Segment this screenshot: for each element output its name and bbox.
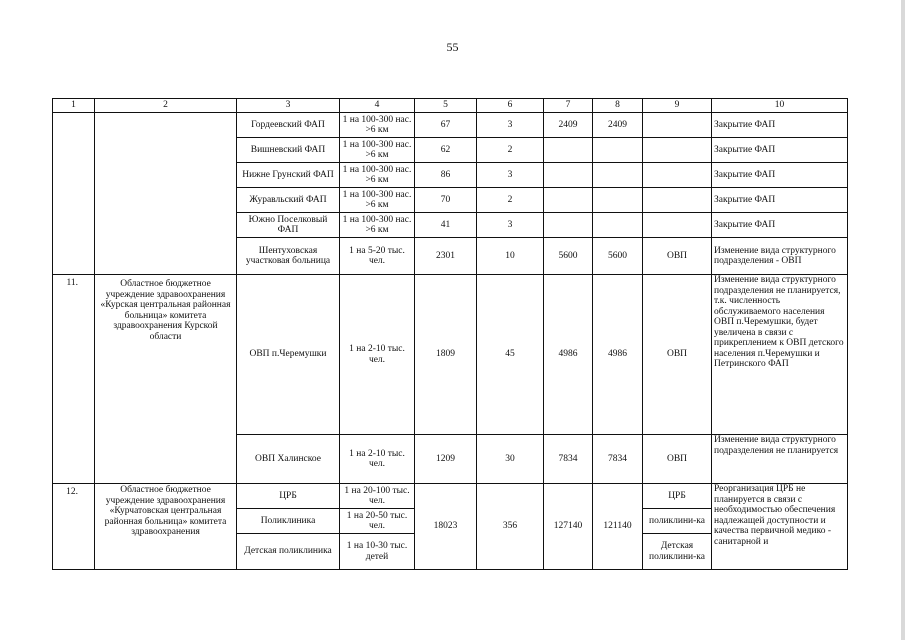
value-9: Детская поликлини-ка: [643, 534, 712, 570]
value-9: [643, 113, 712, 138]
value-9: [643, 163, 712, 188]
value-5: 1809: [415, 275, 477, 435]
value-7: 7834: [544, 435, 593, 484]
value-7: [544, 163, 593, 188]
value-7: 2409: [544, 113, 593, 138]
value-8: 4986: [593, 275, 643, 435]
value-6: 2: [477, 188, 544, 213]
header-cell: 9: [643, 99, 712, 113]
value-6: 356: [477, 484, 544, 570]
norm: 1 на 100-300 нас. >6 км: [340, 113, 415, 138]
value-9: ОВП: [643, 435, 712, 484]
value-9: [643, 213, 712, 238]
action: Изменение вида структурного подразделения - ОВП: [712, 238, 848, 275]
empty-org-cell: [95, 113, 237, 275]
norm: 1 на 100-300 нас. >6 км: [340, 213, 415, 238]
value-6: 10: [477, 238, 544, 275]
facility-name: ОВП Халинское: [237, 435, 340, 484]
value-7: 127140: [544, 484, 593, 570]
value-8: [593, 213, 643, 238]
value-6: 3: [477, 163, 544, 188]
value-7: [544, 188, 593, 213]
value-8: [593, 163, 643, 188]
header-cell: 5: [415, 99, 477, 113]
norm: 1 на 10-30 тыс. детей: [340, 534, 415, 570]
facility-name: Журавльский ФАП: [237, 188, 340, 213]
value-5: 86: [415, 163, 477, 188]
value-5: 62: [415, 138, 477, 163]
value-5: 2301: [415, 238, 477, 275]
action: Изменение вида структурного подразделения не планируется, т.к. численность обслуживаемого населения ОВП п.Черемушки, будет увеличена в связи с прикреплением к ОВП детского населения п.Черемушки и Петринского ФАП: [712, 275, 848, 435]
value-5: 1209: [415, 435, 477, 484]
value-6: 3: [477, 113, 544, 138]
value-6: 45: [477, 275, 544, 435]
norm: 1 на 2-10 тыс. чел.: [340, 275, 415, 435]
value-5: 18023: [415, 484, 477, 570]
value-8: 2409: [593, 113, 643, 138]
regional-health-table: [52, 98, 848, 570]
action: Закрытие ФАП: [712, 213, 848, 238]
value-7: 4986: [544, 275, 593, 435]
value-7: 5600: [544, 238, 593, 275]
action: Закрытие ФАП: [712, 188, 848, 213]
facility-name: Гордеевский ФАП: [237, 113, 340, 138]
header-cell: 7: [544, 99, 593, 113]
organization-name: Областное бюджетное учреждение здравоохранения «Курчатовская центральная районная больница» комитета здравоохранения: [95, 484, 237, 570]
facility-name: ОВП п.Черемушки: [237, 275, 340, 435]
value-5: 41: [415, 213, 477, 238]
header-cell: 10: [712, 99, 848, 113]
row-number: 12.: [53, 484, 95, 570]
value-7: [544, 138, 593, 163]
value-8: [593, 138, 643, 163]
norm: 1 на 20-100 тыс. чел.: [340, 484, 415, 509]
value-5: 67: [415, 113, 477, 138]
empty-number-cell: [53, 113, 95, 275]
organization-name: Областное бюджетное учреждение здравоохранения «Курская центральная районная больница» комитета здравоохранения Курской области: [95, 275, 237, 484]
facility-name: Вишневский ФАП: [237, 138, 340, 163]
action: Закрытие ФАП: [712, 163, 848, 188]
header-row: [53, 99, 848, 113]
value-9: поликлини-ка: [643, 509, 712, 534]
value-8: 121140: [593, 484, 643, 570]
action: Закрытие ФАП: [712, 138, 848, 163]
value-7: [544, 213, 593, 238]
header-cell: 1: [53, 99, 95, 113]
action: Реорганизация ЦРБ не планируется в связи с необходимостью обеспечения надлежащей доступности и качества первичной медико - санитарной и: [712, 484, 848, 570]
page-number: 55: [446, 40, 459, 54]
value-8: 5600: [593, 238, 643, 275]
value-6: 3: [477, 213, 544, 238]
header-cell: 8: [593, 99, 643, 113]
action: Изменение вида структурного подразделения не планируется: [712, 435, 848, 484]
value-6: 2: [477, 138, 544, 163]
facility-name: Южно Поселковый ФАП: [237, 213, 340, 238]
value-5: 70: [415, 188, 477, 213]
value-9: ОВП: [643, 275, 712, 435]
header-cell: 2: [95, 99, 237, 113]
table-row: [53, 484, 848, 509]
norm: 1 на 100-300 нас. >6 км: [340, 138, 415, 163]
header-cell: 6: [477, 99, 544, 113]
norm: 1 на 2-10 тыс. чел.: [340, 435, 415, 484]
header-cell: 3: [237, 99, 340, 113]
value-8: 7834: [593, 435, 643, 484]
norm: 1 на 100-300 нас. >6 км: [340, 188, 415, 213]
norm: 1 на 20-50 тыс. чел.: [340, 509, 415, 534]
value-9: ОВП: [643, 238, 712, 275]
value-8: [593, 188, 643, 213]
table-row: [53, 275, 848, 435]
norm: 1 на 5-20 тыс. чел.: [340, 238, 415, 275]
facility-name: ЦРБ: [237, 484, 340, 509]
facility-name: Шентуховская участковая больница: [237, 238, 340, 275]
value-9: [643, 188, 712, 213]
facility-name: Поликлиника: [237, 509, 340, 534]
norm: 1 на 100-300 нас. >6 км: [340, 163, 415, 188]
facility-name: Нижне Грунский ФАП: [237, 163, 340, 188]
facility-name: Детская поликлиника: [237, 534, 340, 570]
action: Закрытие ФАП: [712, 113, 848, 138]
row-number: 11.: [53, 275, 95, 484]
scan-edge: [901, 0, 905, 640]
value-9: ЦРБ: [643, 484, 712, 509]
value-6: 30: [477, 435, 544, 484]
table-row: [53, 113, 848, 138]
header-cell: 4: [340, 99, 415, 113]
value-9: [643, 138, 712, 163]
